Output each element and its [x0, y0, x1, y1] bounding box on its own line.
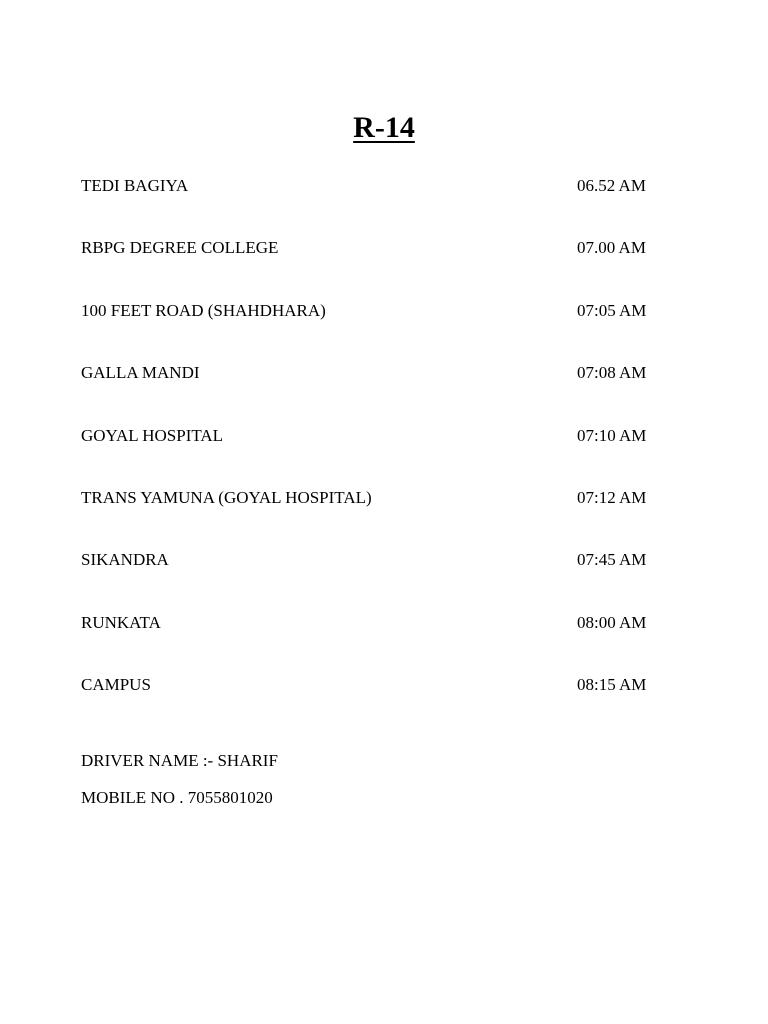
driver-name: DRIVER NAME :- SHARIF [81, 751, 278, 770]
stop-row [81, 611, 651, 673]
stop-time: 07:05 AM [577, 300, 647, 320]
route-title: R-14 [353, 111, 415, 144]
driver-mobile: MOBILE NO . 7055801020 [81, 788, 273, 807]
stop-row [81, 486, 651, 548]
stop-row [81, 299, 651, 361]
stop-time: 08:15 AM [577, 675, 647, 695]
stop-name: SIKANDRA [81, 550, 169, 570]
stop-time: 08:00 AM [577, 612, 647, 632]
stop-name: TEDI BAGIYA [81, 176, 189, 195]
stop-time: 07:08 AM [577, 363, 647, 383]
stop-row [81, 548, 651, 610]
driver-info [81, 749, 278, 823]
stop-time: 07:10 AM [577, 425, 647, 445]
stop-row [81, 174, 651, 236]
stop-row [81, 673, 651, 735]
stop-time: 07:12 AM [577, 487, 647, 507]
stop-name: GALLA MANDI [81, 363, 200, 383]
stop-row [81, 236, 651, 298]
stop-time: 06.52 AM [577, 176, 646, 195]
stop-name: RUNKATA [81, 612, 161, 632]
stop-name: RBPG DEGREE COLLEGE [81, 238, 279, 258]
stop-name: GOYAL HOSPITAL [81, 425, 224, 445]
stop-row [81, 361, 651, 423]
stop-name: TRANS YAMUNA (GOYAL HOSPITAL) [81, 487, 372, 507]
stop-name: 100 FEET ROAD (SHAHDHARA) [81, 300, 326, 320]
stop-time: 07:45 AM [577, 550, 647, 570]
stop-list [81, 174, 651, 736]
stop-time: 07.00 AM [577, 238, 646, 258]
stop-row [81, 424, 651, 486]
stop-name: CAMPUS [81, 675, 151, 695]
